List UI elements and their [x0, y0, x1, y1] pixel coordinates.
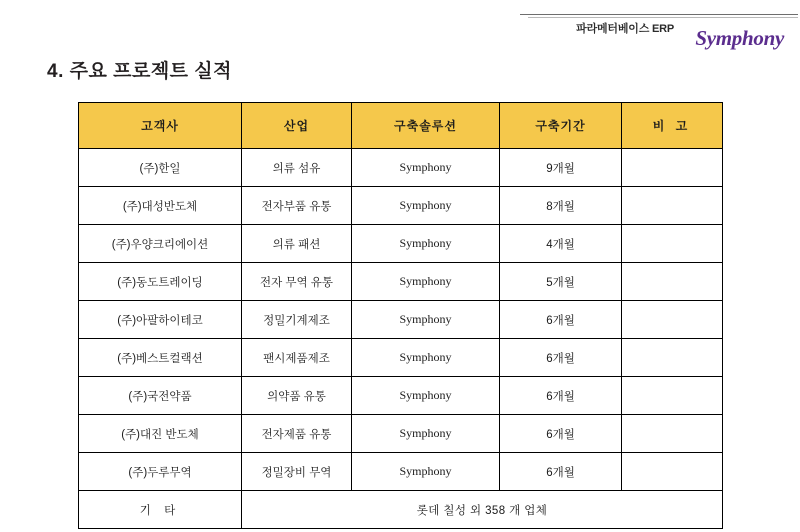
cell-customer: (주)베스트컬랙션 [79, 339, 242, 377]
brand-logo-text: Symphony [695, 26, 784, 50]
table-row [79, 149, 723, 187]
cell-industry: 전자 무역 유통 [242, 263, 352, 301]
cell-customer: (주)우양크리에이션 [79, 225, 242, 263]
cell-period: 6개월 [500, 415, 622, 453]
table-footer-row [79, 491, 723, 529]
cell-period: 6개월 [500, 377, 622, 415]
column-header-solution: 구축솔루션 [352, 103, 500, 149]
cell-industry: 전자제품 유통 [242, 415, 352, 453]
cell-etc-value: 롯데 칠성 외 358 개 업체 [242, 491, 723, 529]
cell-industry: 전자부품 유통 [242, 187, 352, 225]
project-table [78, 102, 723, 529]
cell-customer: (주)한일 [79, 149, 242, 187]
column-header-period: 구축기간 [500, 103, 622, 149]
cell-customer: (주)동도트레이딩 [79, 263, 242, 301]
column-header-industry: 산업 [242, 103, 352, 149]
cell-solution: Symphony [352, 377, 500, 415]
cell-solution: Symphony [352, 339, 500, 377]
cell-solution: Symphony [352, 149, 500, 187]
cell-remark [622, 225, 723, 263]
cell-solution: Symphony [352, 415, 500, 453]
cell-period: 6개월 [500, 339, 622, 377]
header-divider-line-secondary [528, 17, 798, 18]
cell-solution: Symphony [352, 453, 500, 491]
cell-industry: 의류 패션 [242, 225, 352, 263]
project-table-container [78, 102, 722, 529]
header-divider-line [520, 14, 798, 15]
cell-period: 8개월 [500, 187, 622, 225]
table-row [79, 263, 723, 301]
table-row [79, 377, 723, 415]
cell-remark [622, 377, 723, 415]
cell-etc-label: 기 타 [79, 491, 242, 529]
header-brand [380, 0, 800, 52]
table-header-row [79, 103, 723, 149]
cell-industry: 의류 섬유 [242, 149, 352, 187]
cell-period: 5개월 [500, 263, 622, 301]
table-row [79, 415, 723, 453]
cell-solution: Symphony [352, 225, 500, 263]
cell-period: 6개월 [500, 453, 622, 491]
cell-solution: Symphony [352, 301, 500, 339]
cell-solution: Symphony [352, 263, 500, 301]
cell-remark [622, 301, 723, 339]
cell-remark [622, 263, 723, 301]
cell-solution: Symphony [352, 187, 500, 225]
cell-period: 4개월 [500, 225, 622, 263]
cell-industry: 정밀기계제조 [242, 301, 352, 339]
column-header-customer: 고객사 [79, 103, 242, 149]
table-row [79, 187, 723, 225]
table-header [79, 103, 723, 149]
cell-remark [622, 187, 723, 225]
cell-industry: 정밀장비 무역 [242, 453, 352, 491]
cell-customer: (주)대성반도체 [79, 187, 242, 225]
cell-period: 9개월 [500, 149, 622, 187]
cell-remark [622, 149, 723, 187]
cell-customer: (주)두루무역 [79, 453, 242, 491]
column-header-remark: 비 고 [622, 103, 723, 149]
cell-industry: 의약품 유통 [242, 377, 352, 415]
page-title: 4. 주요 프로젝트 실적 [47, 61, 233, 82]
cell-industry: 팬시제품제조 [242, 339, 352, 377]
cell-customer: (주)대진 반도체 [79, 415, 242, 453]
table-row [79, 339, 723, 377]
erp-label: 파라메터베이스 ERP [576, 23, 674, 35]
cell-customer: (주)국전약품 [79, 377, 242, 415]
cell-remark [622, 453, 723, 491]
cell-customer: (주)아팔하이테코 [79, 301, 242, 339]
cell-remark [622, 339, 723, 377]
cell-period: 6개월 [500, 301, 622, 339]
table-row [79, 301, 723, 339]
table-row [79, 453, 723, 491]
table-body [79, 149, 723, 529]
cell-remark [622, 415, 723, 453]
table-row [79, 225, 723, 263]
